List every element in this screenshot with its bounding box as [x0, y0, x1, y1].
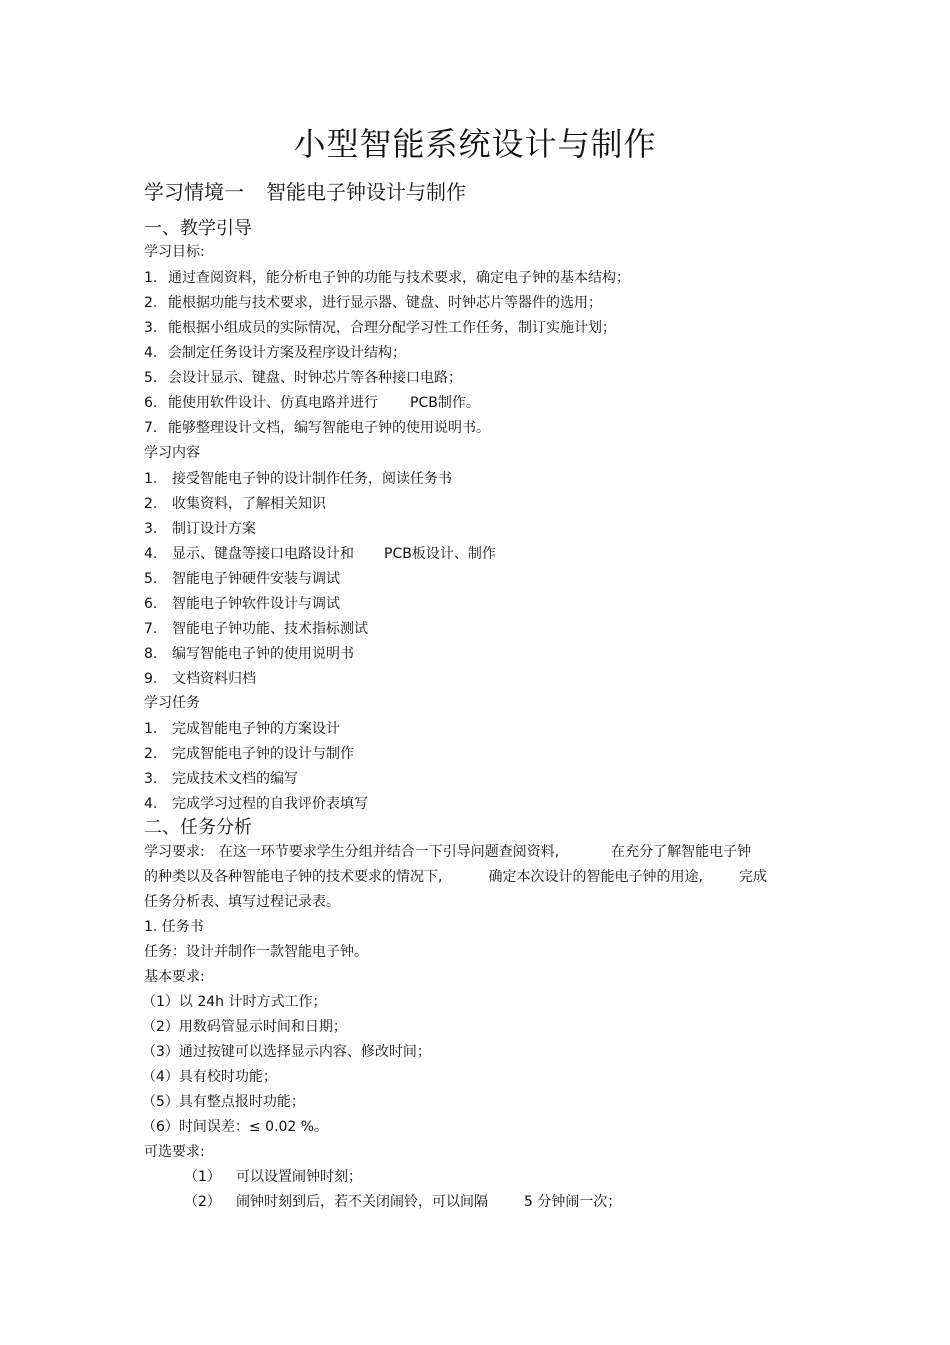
content-item: 1. 接受智能电子钟的设计制作任务，阅读任务书	[144, 471, 452, 487]
tasks-label: 学习任务	[144, 695, 200, 711]
requirement-line: 任务分析表、填写过程记录表。	[144, 894, 340, 910]
content-item: 9. 文档资料归档	[144, 671, 256, 687]
content-item: 5. 智能电子钟硬件安装与调试	[144, 571, 340, 587]
objectives-label: 学习目标:	[144, 244, 205, 260]
objective-item: 1. 通过查阅资料，能分析电子钟的功能与技术要求，确定电子钟的基本结构；	[144, 270, 630, 286]
content-item: 2. 收集资料，了解相关知识	[144, 496, 326, 512]
objective-item: 7. 能够整理设计文档，编写智能电子钟的使用说明书。	[144, 420, 490, 436]
section-heading-2: 二、任务分析	[144, 817, 252, 838]
basic-requirement: （3）通过按键可以选择显示内容、修改时间；	[142, 1044, 431, 1060]
objective-item: 2. 能根据功能与技术要求，进行显示器、键盘、时钟芯片等器件的选用；	[144, 295, 602, 311]
objective-item: 5. 会设计显示、键盘、时钟芯片等各种接口电路；	[144, 370, 462, 386]
requirement-line: 学习要求: 在这一环节要求学生分组并结合一下引导问题查阅资料, 在充分了解智能电子钟	[144, 844, 752, 860]
objective-item: 3. 能根据小组成员的实际情况，合理分配学习性工作任务，制订实施计划；	[144, 320, 616, 336]
content-label: 学习内容	[144, 445, 200, 461]
task-item: 4. 完成学习过程的自我评价表填写	[144, 796, 368, 812]
requirement-line: 的种类以及各种智能电子钟的技术要求的情况下, 确定本次设计的智能电子钟的用途, 完成	[144, 869, 767, 885]
situation-label: 学习情境一	[144, 180, 244, 204]
objective-item: 6. 能使用软件设计、仿真电路并进行 PCB制作。	[144, 395, 480, 411]
objective-item: 4. 会制定任务设计方案及程序设计结构；	[144, 345, 406, 361]
task-statement: 任务：设计并制作一款智能电子钟。	[144, 944, 368, 960]
document-title: 小型智能系统设计与制作	[293, 125, 657, 163]
content-item: 6. 智能电子钟软件设计与调试	[144, 596, 340, 612]
content-item: 7. 智能电子钟功能、技术指标测试	[144, 621, 368, 637]
taskbook-heading: 1. 任务书	[144, 919, 204, 935]
optional-requirements-label: 可选要求:	[144, 1144, 205, 1160]
content-item: 3. 制订设计方案	[144, 521, 256, 537]
task-item: 1. 完成智能电子钟的方案设计	[144, 721, 340, 737]
situation-heading	[144, 178, 466, 206]
content-item: 8. 编写智能电子钟的使用说明书	[144, 646, 354, 662]
situation-name: 智能电子钟设计与制作	[266, 180, 466, 204]
optional-requirement: （1） 可以设置闹钟时刻；	[184, 1169, 362, 1185]
basic-requirement: （6）时间误差：≤ 0.02 %。	[142, 1119, 329, 1135]
basic-requirement: （1）以 24h 计时方式工作；	[142, 994, 327, 1010]
content-item: 4. 显示、键盘等接口电路设计和 PCB板设计、制作	[144, 546, 496, 562]
basic-requirement: （2）用数码管显示时间和日期；	[142, 1019, 347, 1035]
basic-requirement: （4）具有校时功能；	[142, 1069, 277, 1085]
basic-requirements-label: 基本要求:	[144, 969, 205, 985]
optional-requirement: （2） 闹钟时刻到后，若不关闭闹铃，可以间隔 5 分钟闹一次；	[184, 1194, 622, 1210]
basic-requirement: （5）具有整点报时功能；	[142, 1094, 305, 1110]
section-heading-1: 一、教学引导	[144, 218, 252, 239]
task-item: 2. 完成智能电子钟的设计与制作	[144, 746, 354, 762]
task-item: 3. 完成技术文档的编写	[144, 771, 298, 787]
